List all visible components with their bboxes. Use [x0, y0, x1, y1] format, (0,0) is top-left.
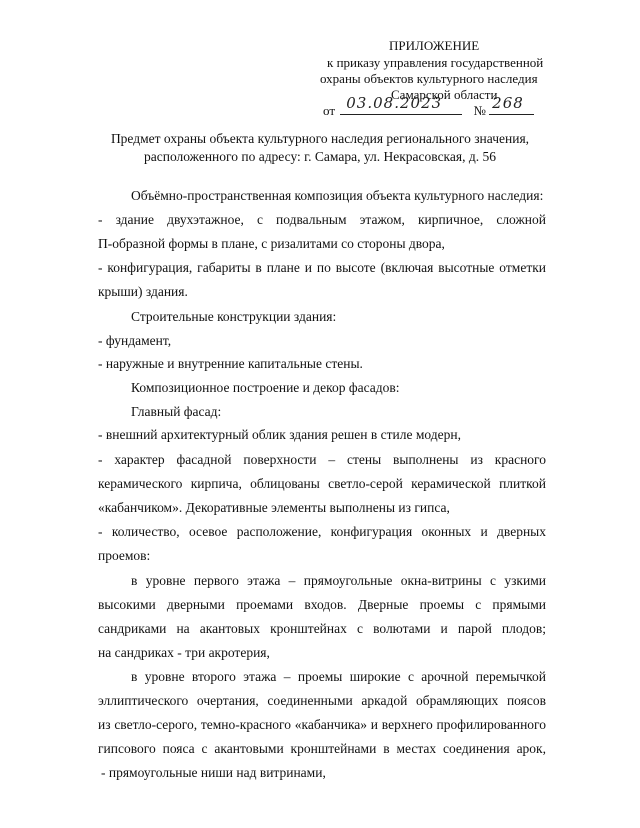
paragraph-first-floor-3: сандриками на акантовых кронштейнах с волютами и парой плодов; — [98, 621, 546, 636]
paragraph-building-2: П-образной формы в плане, с ризалитами со стороны двора, — [98, 236, 445, 251]
order-reference-line3: Самарской области — [391, 87, 498, 102]
paragraph-openings-1: - количество, осевое расположение, конфигурация оконных и дверных — [98, 524, 546, 539]
paragraph-surface-3: «кабанчиком». Декоративные элементы выполнены из гипса, — [98, 500, 450, 515]
order-reference-line2: охраны объектов культурного наследия — [320, 71, 538, 86]
paragraph-second-floor-1: в уровне второго этажа – проемы широкие с арочной перемычкой — [131, 669, 546, 684]
paragraph-openings-2: проемов: — [98, 548, 151, 563]
handwritten-number: 268 — [492, 94, 524, 112]
paragraph-surface-2: керамического кирпича, облицованы светло-серой керамической плиткой — [98, 476, 546, 491]
paragraph-structures: Строительные конструкции здания: — [131, 309, 337, 324]
paragraph-configuration-2: крыши) здания. — [98, 284, 188, 299]
paragraph-configuration-1: - конфигурация, габариты в плане и по высоте (включая высотные отметки — [98, 260, 546, 275]
paragraph-style: - внешний архитектурный облик здания решен в стиле модерн, — [98, 427, 461, 442]
document-title-line2: расположенного по адресу: г. Самара, ул. Некрасовская, д. 56 — [144, 149, 496, 164]
document-title-line1: Предмет охраны объекта культурного наследия регионального значения, — [110, 131, 530, 146]
paragraph-first-floor-1: в уровне первого этажа – прямоугольные окна-витрины с узкими — [131, 573, 546, 588]
number-prefix: № — [473, 103, 486, 118]
paragraph-second-floor-2: эллиптического очертания, соединенными аркадой обрамляющих поясов — [98, 693, 546, 708]
paragraph-niches: - прямоугольные ниши над витринами, — [101, 765, 326, 780]
paragraph-walls: - наружные и внутренние капитальные стены. — [98, 356, 363, 371]
date-prefix: от — [323, 103, 336, 118]
paragraph-facades: Композиционное построение и декор фасадов: — [131, 380, 400, 395]
paragraph-building-1: - здание двухэтажное, с подвальным этажом, кирпичное, сложной — [98, 212, 546, 227]
paragraph-second-floor-3: из светло-серого, темно-красного «кабанчика» и верхнего профилированного — [98, 717, 546, 732]
paragraph-first-floor-4: на сандриках - три акротерия, — [98, 645, 270, 660]
paragraph-foundation: - фундамент, — [98, 333, 172, 348]
paragraph-surface-1: - характер фасадной поверхности – стены выполнены из красного — [98, 452, 546, 467]
paragraph-main-facade: Главный фасад: — [131, 404, 222, 419]
order-reference-line1: к приказу управления государственной — [327, 55, 544, 70]
date-underline — [340, 94, 462, 115]
paragraph-first-floor-2: высокими дверными проемами входов. Дверные проемы с прямыми — [98, 597, 546, 612]
paragraph-composition: Объёмно-пространственная композиция объекта культурного наследия: — [131, 188, 544, 203]
number-underline — [489, 94, 534, 115]
appendix-heading: ПРИЛОЖЕНИЕ — [389, 38, 480, 53]
handwritten-date: 03.08.2023 — [346, 94, 443, 112]
paragraph-second-floor-4: гипсового пояса с акантовыми кронштейнами в местах соединения арок, — [98, 741, 546, 756]
